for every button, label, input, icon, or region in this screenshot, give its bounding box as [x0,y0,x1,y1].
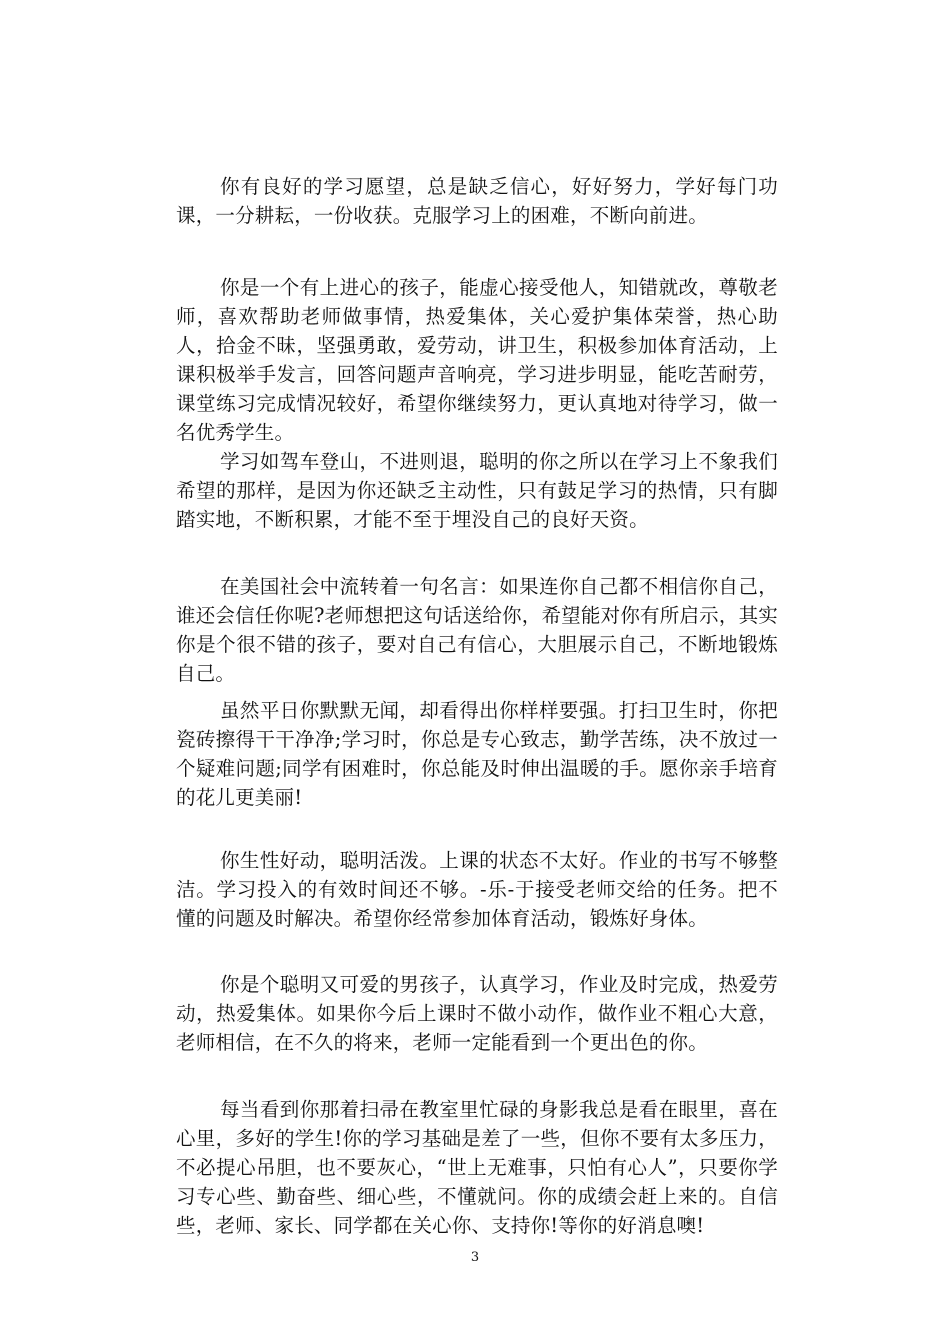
comment-paragraph-2: 你是一个有上进心的孩子，能虚心接受他人，知错就改，尊敬老师，喜欢帮助老师做事情，热爱集体，关心爱护集体荣誉，热心助人，拾金不昧，坚强勇敢，爱劳动，讲卫生，积极参加体育活动，上课积极举手发言，回答问题声音响亮，学习进步明显，能吃苦耐劳，课堂练习完成情况较好，希望你继续努力，更认真地对待学习，做一名优秀学生。 [176,276,778,444]
comment-paragraph-6: 你生性好动，聪明活泼。上课的状态不太好。作业的书写不够整洁。学习投入的有效时间还不够。-乐-于接受老师交给的任务。把不懂的问题及时解决。希望你经常参加体育活动，锻炼好身体。 [176,849,778,930]
comment-paragraph-3: 学习如驾车登山，不进则退，聪明的你之所以在学习上不象我们希望的那样，是因为你还缺乏主动性，只有鼓足学习的热情，只有脚踏实地，不断积累，才能不至于埋没自己的良好天资。 [176,450,778,531]
comment-paragraph-1: 你有良好的学习愿望，总是缺乏信心，好好努力，学好每门功课，一分耕耘，一份收获。克服学习上的困难，不断向前进。 [176,175,778,227]
comment-paragraph-8: 每当看到你那着扫帚在教室里忙碌的身影我总是看在眼里，喜在心里，多好的学生!你的学习基础是差了一些，但你不要有太多压力，不必提心吊胆，也不要灰心，“世上无难事，只怕有心人”，只要你学习专心些、勤奋些、细心些，不懂就问。你的成绩会赶上来的。自信些，老师、家长、同学都在关心你、支持你!等你的好消息噢! [176,1098,778,1237]
page-number: 3 [470,1250,480,1265]
comment-paragraph-4: 在美国社会中流转着一句名言：如果连你自己都不相信你自己，谁还会信任你呢?老师想把这句话送给你，希望能对你有所启示，其实你是个很不错的孩子，要对自己有信心，大胆展示自己，不断地锻炼自己。 [176,575,778,685]
comment-paragraph-7: 你是个聪明又可爱的男孩子，认真学习，作业及时完成，热爱劳动，热爱集体。如果你今后上课时不做小动作，做作业不粗心大意，老师相信，在不久的将来，老师一定能看到一个更出色的你。 [176,973,778,1054]
comment-paragraph-5: 虽然平日你默默无闻，却看得出你样样要强。打扫卫生时，你把瓷砖擦得干干净净;学习时，你总是专心致志，勤学苦练，决不放过一个疑难问题;同学有困难时，你总能及时伸出温暖的手。愿你亲手培育的花儿更美丽! [176,699,778,809]
